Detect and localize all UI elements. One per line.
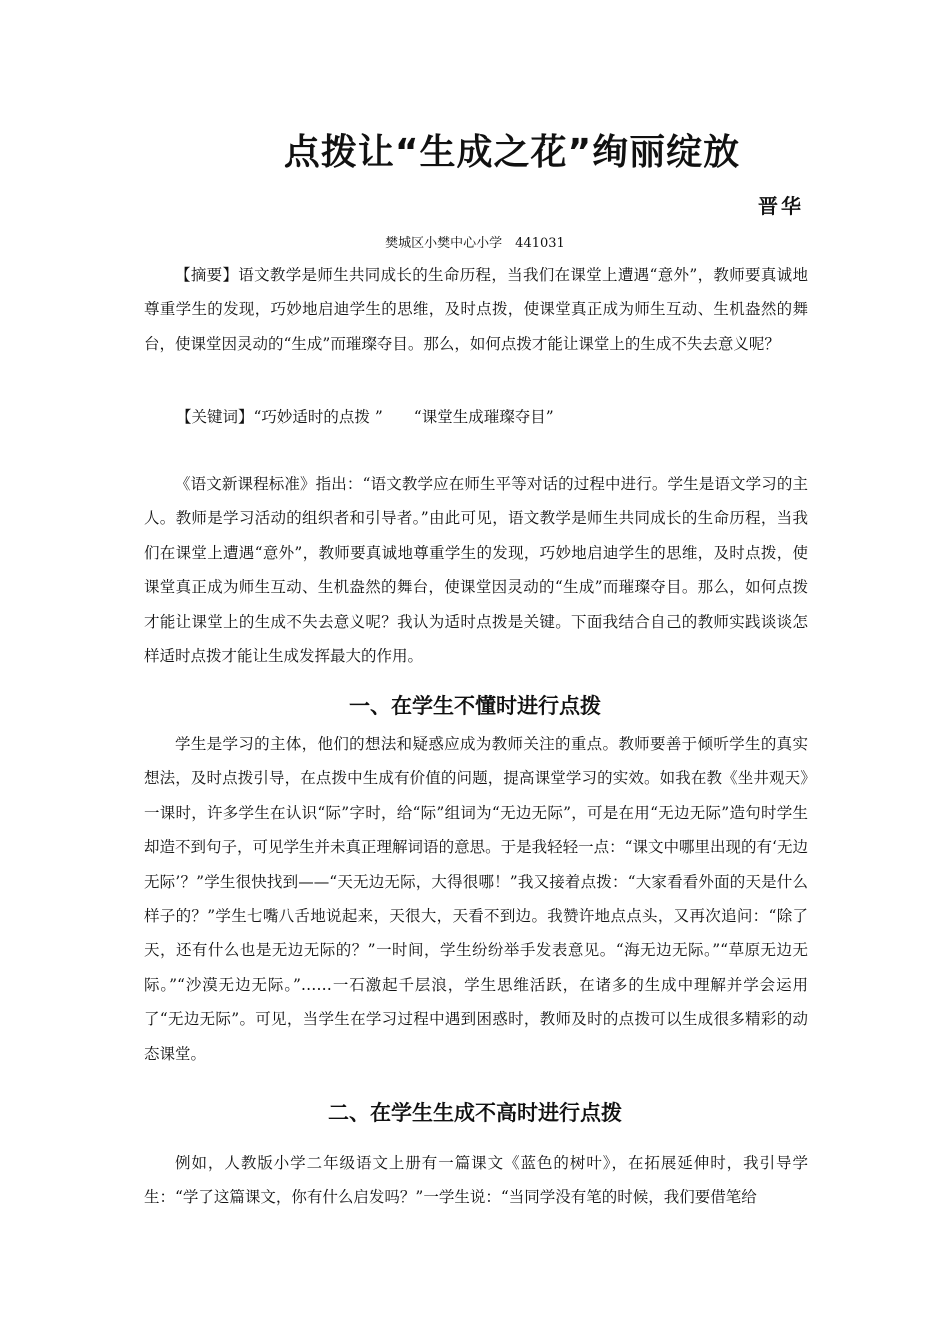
article-title: 点拨让“生成之花”绚丽绽放 <box>283 132 741 173</box>
author-affiliation: 樊城区小樊中心小学 441031 <box>385 236 565 251</box>
section-heading-2: 二、在学生生成不高时进行点拨 <box>328 1101 622 1125</box>
abstract-paragraph: 【摘要】语文教学是师生共同成长的生命历程，当我们在课堂上遭遇“意外”，教师要真诚地尊重学生的发现，巧妙地启迪学生的思维，及时点拨，使课堂真正成为师生互动、生机盎然的舞台，使课堂因灵动的“生成”而璀璨夺目。那么，如何点拨才能让课堂上的生成不失去意义呢？ <box>144 266 808 353</box>
intro-paragraph: 《语文新课程标准》指出：“语文教学应在师生平等对话的过程中进行。学生是语文学习的主人。教师是学习活动的组织者和引导者。”由此可见，语文教学是师生共同成长的生命历程，当我们在课堂上遭遇“意外”，教师要真诚地尊重学生的发现，巧妙地启迪学生的思维，及时点拨，使课堂真正成为师生互动、生机盎然的舞台，使课堂因灵动的“生成”而璀璨夺目。那么，如何点拨才能让课堂上的生成不失去意义呢？我认为适时点拨是关键。下面我结合自己的教师实践谈谈怎样适时点拨才能让生成发挥最大的作用。 <box>144 475 808 666</box>
section-1-paragraph: 学生是学习的主体，他们的想法和疑惑应成为教师关注的重点。教师要善于倾听学生的真实想法，及时点拨引导，在点拨中生成有价值的问题，提高课堂学习的实效。如我在教《坐井观天》一课时，许多学生在认识“际”字时，给“际”组词为“无边无际”，可是在用“无边无际”造句时学生却造不到句子，可见学生并未真正理解词语的意思。于是我轻轻一点：“课文中哪里出现的有‘无边无际’？”学生很快找到——“天无边无际，大得很哪！”我又接着点拨：“大家看看外面的天是什么样子的？”学生七嘴八舌地说起来，天很大，天看不到边。我赞许地点点头，又再次追问：“除了天，还有什么也是无边无际的？”一时间，学生纷纷举手发表意见。“海无边无际。”“草原无边无际。”“沙漠无边无际。”……一石激起千层浪，学生思维活跃，在诸多的生成中理解并学会运用了“无边无际”。可见，当学生在学习过程中遇到困惑时，教师及时的点拨可以生成很多精彩的动态课堂。 <box>144 735 808 1063</box>
author-name: 晋华 <box>758 194 804 218</box>
section-heading-1: 一、在学生不懂时进行点拨 <box>349 694 601 718</box>
section-2-paragraph: 例如，人教版小学二年级语文上册有一篇课文《蓝色的树叶》，在拓展延伸时，我引导学生：“学了这篇课文，你有什么启发吗？”一学生说：“当同学没有笔的时候，我们要借笔给 <box>144 1154 808 1207</box>
keywords-line: 【关键词】“巧妙适时的点拨 ” “课堂生成璀璨夺目” <box>176 408 554 426</box>
